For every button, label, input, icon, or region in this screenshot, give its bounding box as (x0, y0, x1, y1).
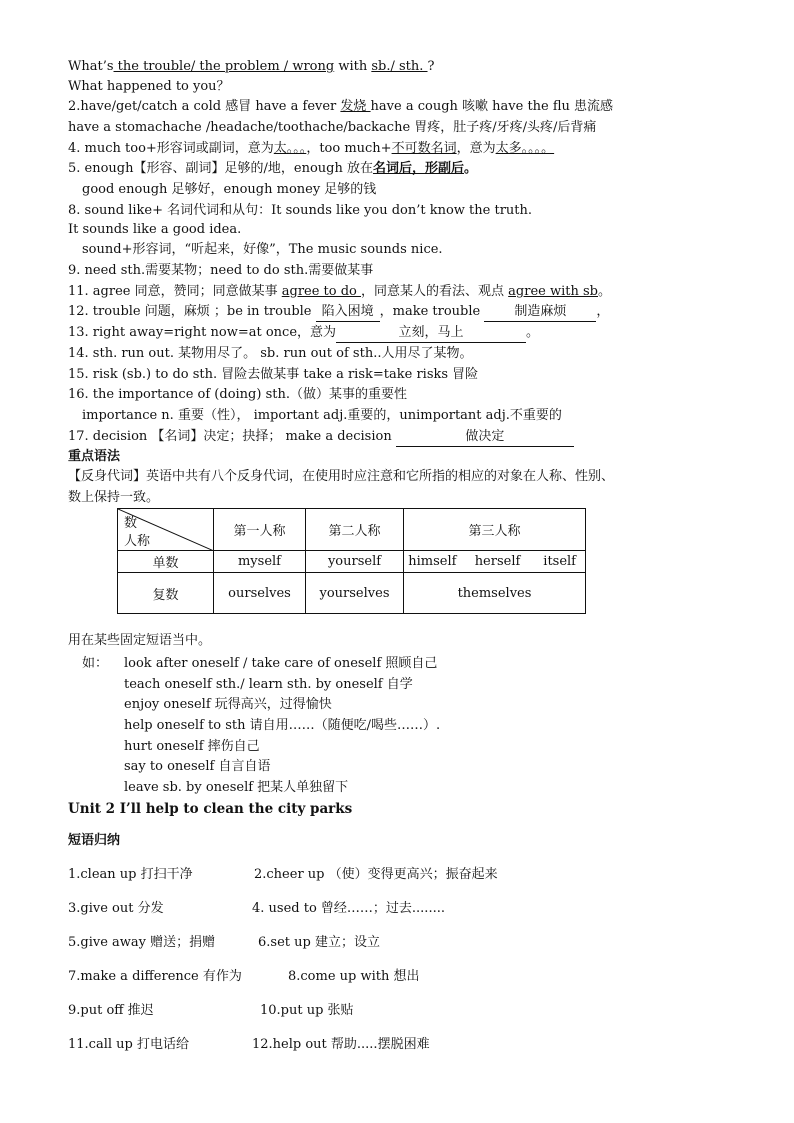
fill-blank-answer: 制造麻烦 (484, 303, 596, 322)
phrase-item: 5.give away 赠送；捐赠 (68, 935, 216, 950)
table-cell: themselves (404, 573, 586, 614)
table-header-cell: 第一人称 (214, 509, 306, 551)
underlined-answer: 太多。。。。 (495, 141, 555, 156)
phrase-item: 2.cheer up （使）变得更高兴；振奋起来 (254, 867, 498, 882)
pronoun: itself (543, 554, 576, 569)
table-corner-cell (118, 509, 214, 551)
text: 4. much too+形容词或副词，意为 (68, 141, 274, 156)
corner-label-number: 数 (124, 516, 138, 531)
phrase-item: 9.put off 推迟 (68, 1003, 154, 1018)
phrase-item: 10.put up 张贴 (260, 1003, 354, 1018)
note-line-3 (68, 98, 613, 116)
note-line-10: sound+形容词，“听起来，好像”，The music sounds nice. (82, 242, 443, 257)
note-line-13 (68, 303, 609, 322)
note-line-7: good enough 足够好，enough money 足够的钱 (82, 182, 377, 197)
underlined-phrase: the trouble/ the problem / wrong (113, 59, 335, 74)
phrase-item: 8.come up with 想出 (288, 969, 420, 984)
text: ，make trouble (379, 304, 485, 319)
row-label: 单数 (118, 551, 214, 573)
usage-item: look after oneself / take care of oneself 照顾自己 (124, 656, 438, 671)
table-row-singular (118, 551, 586, 573)
table-row-plural (118, 573, 586, 614)
underlined-answer: 发烧 (340, 99, 371, 114)
phrase-item: 1.clean up 打扫干净 (68, 867, 193, 882)
note-line-11: 9. need sth.需要某物；need to do sth.需要做某事 (68, 263, 374, 278)
corner-label-person: 人称 (124, 534, 151, 549)
row-label: 复数 (118, 573, 214, 614)
note-line-2: What happened to you？ (68, 79, 230, 94)
note-line-14 (68, 324, 539, 343)
underlined-answer: 太。。。 (273, 141, 307, 156)
underlined-answer: 不可数名词 (391, 141, 457, 156)
note-line-15: 14. sth. run out. 某物用尽了。 sb. run out of sth..人用尽了某物。 (68, 346, 473, 361)
table-header-cell: 第二人称 (306, 509, 404, 551)
table-cell-third-person (404, 551, 586, 573)
fill-blank-answer: 立刻，马上 (336, 324, 526, 343)
underlined-phrase: sb./ sth. (371, 59, 428, 74)
phrase-item: 11.call up 打电话给 (68, 1037, 189, 1052)
text: 。 (526, 325, 540, 340)
note-line-1 (68, 58, 435, 76)
text: ? (427, 59, 435, 74)
pronoun: herself (474, 554, 521, 569)
phrase-item: 7.make a difference 有作为 (68, 969, 242, 984)
text: have a cough 咳嗽 have the flu 患流感 (370, 99, 614, 114)
phrase-item: 6.set up 建立；设立 (258, 935, 380, 950)
fill-blank-answer: 陷入困境 (316, 303, 380, 322)
note-line-4: have a stomachache /headache/toothache/backache 胃疼，肚子疼/牙疼/头疼/后背痛 (68, 120, 597, 135)
text: 11. agree 同意，赞同；同意做某事 (68, 284, 282, 299)
note-line-19 (68, 428, 574, 447)
usage-item: teach oneself sth./ learn sth. by oneself 自学 (124, 677, 413, 692)
phrase-item: 4. used to 曾经……；过去........ (252, 901, 445, 916)
text: 12. trouble 问题，麻烦 ；be in trouble (68, 304, 316, 319)
usage-item: hurt oneself 摔伤自己 (124, 739, 260, 754)
note-line-6 (68, 160, 477, 178)
text: 2.have/get/catch a cold 感冒 have a fever (68, 99, 341, 114)
table-cell: yourself (306, 551, 404, 573)
unit2-title: Unit 2 I’ll help to clean the city parks (68, 801, 353, 817)
reflexive-pronoun-table (117, 508, 586, 614)
table-cell: myself (214, 551, 306, 573)
text: 。 (598, 284, 612, 299)
usage-item: leave sb. by oneself 把某人单独留下 (124, 780, 349, 795)
table-header-cell: 第三人称 (404, 509, 586, 551)
underlined-answer: 名词后，形副后 (372, 161, 464, 176)
usage-item: help oneself to sth 请自用……（随便吃/喝些……）. (124, 718, 441, 733)
text: ， (596, 304, 610, 319)
text: ，同意某人的看法、观点 (361, 284, 509, 299)
text: 。 (463, 161, 477, 176)
note-line-9: It sounds like a good idea. (68, 222, 242, 237)
fill-blank-answer: 做决定 (396, 428, 574, 447)
text: ，意为 (456, 141, 496, 156)
grammar-line-1: 【反身代词】英语中共有八个反身代词，在使用时应注意和它所指的相应的对象在人称、性别、 (68, 469, 615, 484)
usage-ru-label: 如： (82, 656, 109, 671)
text: ，too much+ (306, 141, 392, 156)
note-line-8: 8. sound like+ 名词代词和从句：It sounds like you don’t know the truth. (68, 203, 533, 218)
underlined-answer: agree to do (281, 284, 362, 299)
underlined-answer: agree with sb (508, 284, 598, 299)
note-line-12 (68, 283, 611, 301)
note-line-18: importance n. 重要（性）， important adj.重要的，unimportant adj.不重要的 (82, 408, 562, 423)
table-header-row (118, 509, 586, 551)
usage-item: say to oneself 自言自语 (124, 759, 271, 774)
grammar-heading: 重点语法 (68, 449, 121, 464)
grammar-line-2: 数上保持一致。 (68, 490, 160, 505)
text: with (334, 59, 372, 74)
text: 5. enough【形容、副词】足够的/地，enough 放在 (68, 161, 373, 176)
note-line-16: 15. risk (sb.) to do sth. 冒险去做某事 take a risk=take risks 冒险 (68, 367, 479, 382)
table-cell: ourselves (214, 573, 306, 614)
note-line-5 (68, 140, 554, 158)
note-line-17: 16. the importance of (doing) sth.（做）某事的重要性 (68, 387, 407, 402)
usage-intro: 用在某些固定短语当中。 (68, 633, 212, 648)
text: 13. right away=right now=at once，意为 (68, 325, 337, 340)
text: 17. decision 【名词】决定；抉择； make a decision (68, 429, 396, 444)
table-cell: yourselves (306, 573, 404, 614)
phrase-item: 3.give out 分发 (68, 901, 164, 916)
usage-item: enjoy oneself 玩得高兴，过得愉快 (124, 697, 332, 712)
phrase-item: 12.help out 帮助.....摆脱困难 (252, 1037, 430, 1052)
pronoun: himself (408, 554, 457, 569)
text: What’s (68, 59, 114, 74)
phrase-heading: 短语归纳 (68, 833, 121, 848)
